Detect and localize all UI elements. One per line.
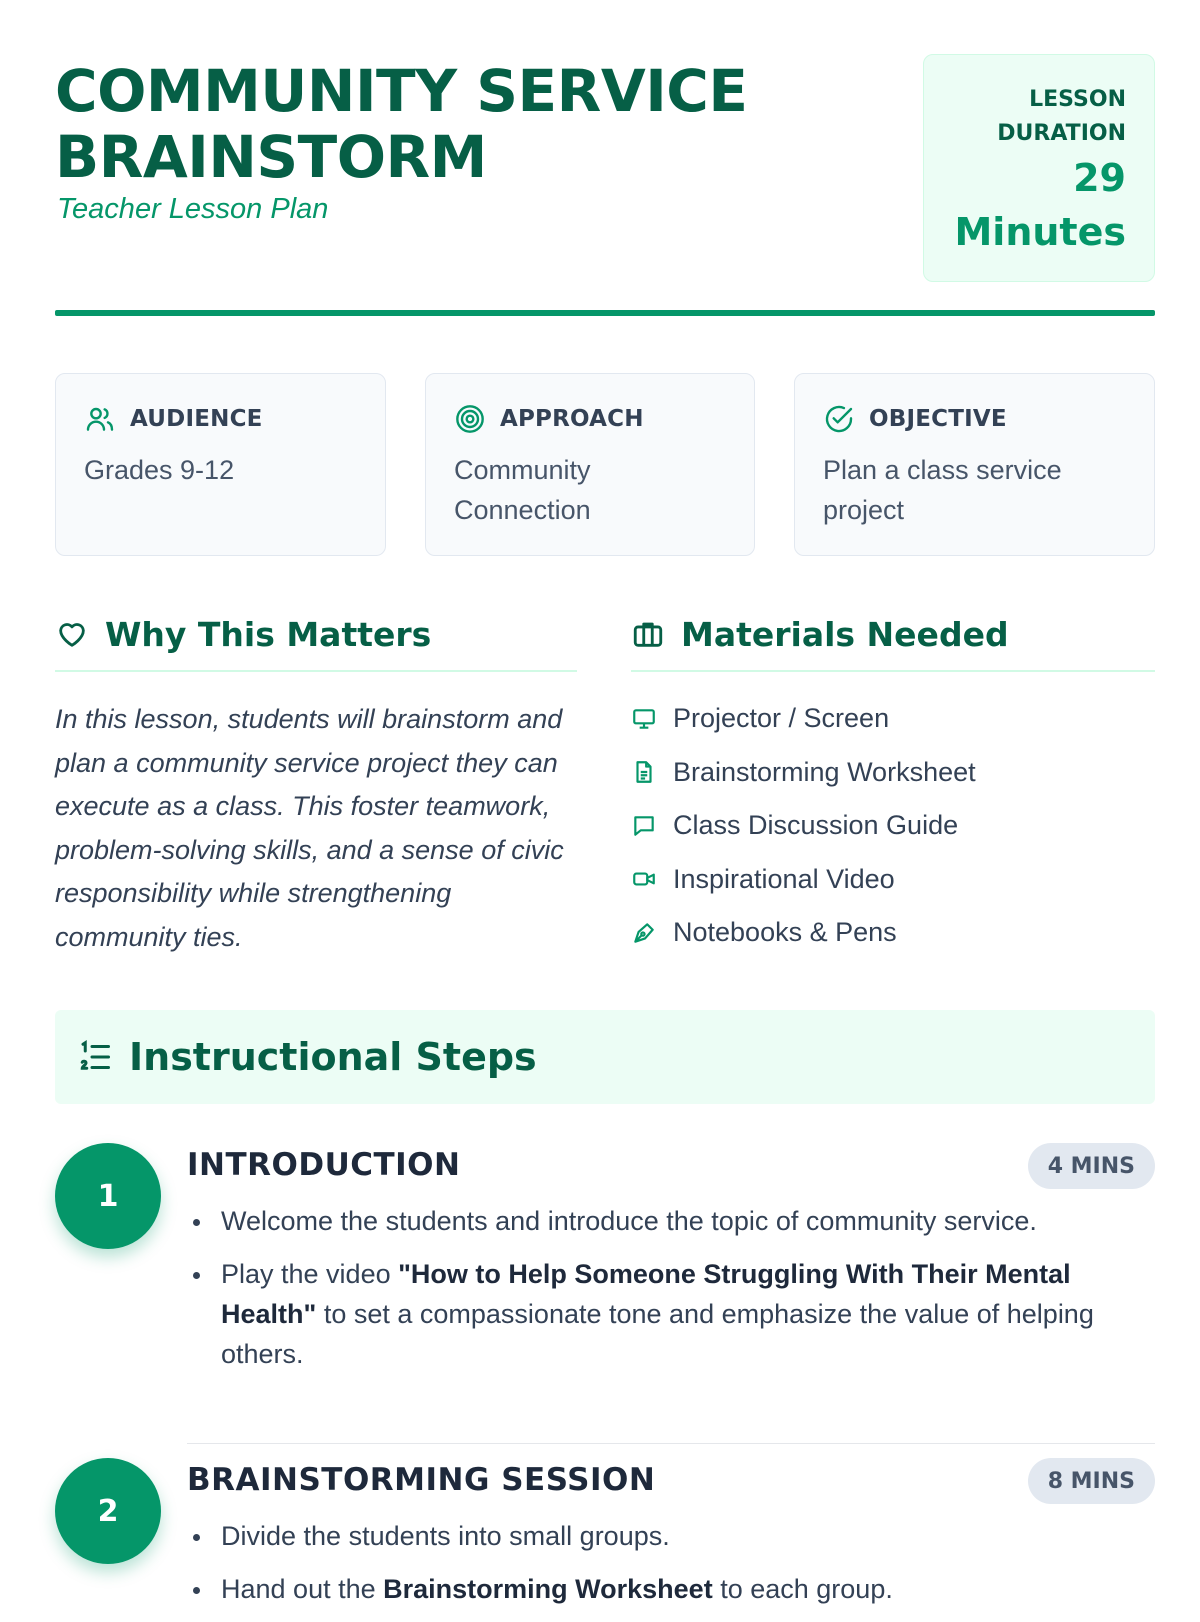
list-item: Play the video "How to Help Someone Struggling With Their Mental Health" to set a compassionate tone and emphasize the value of helping others. — [187, 1254, 1155, 1374]
list-item: Welcome the students and introduce the topic of community service. — [187, 1201, 1155, 1241]
video-icon — [631, 866, 657, 892]
step-duration-badge: 4 MINS — [1028, 1143, 1155, 1189]
step-title: BRAINSTORMING SESSION — [187, 1462, 656, 1498]
monitor-icon — [631, 706, 657, 732]
duration-box — [923, 54, 1155, 282]
materials-title: Materials Needed — [681, 614, 1009, 654]
material-label: Notebooks & Pens — [673, 917, 897, 948]
why-title: Why This Matters — [105, 614, 432, 654]
step-title: INTRODUCTION — [187, 1147, 461, 1183]
steps-banner — [55, 1010, 1155, 1104]
lesson-plan-page — [55, 0, 1155, 1604]
materials-list — [631, 692, 1155, 960]
info-cards — [55, 373, 1155, 556]
video-title: "How to Help Someone Struggling With Their Mental Health" — [221, 1259, 1071, 1329]
lesson-header — [55, 0, 1155, 320]
check-circle-icon — [823, 403, 855, 435]
worksheet-name: Brainstorming Worksheet — [383, 1574, 713, 1604]
header-divider — [55, 310, 1155, 316]
list-item: Hand out the Brainstorming Worksheet to each group. — [187, 1569, 1155, 1609]
objective-title: OBJECTIVE — [869, 406, 1007, 432]
list-item — [631, 692, 1155, 746]
heart-icon — [55, 617, 89, 651]
list-item: Divide the students into small groups. — [187, 1516, 1155, 1556]
material-label: Projector / Screen — [673, 703, 890, 734]
why-section — [55, 608, 577, 959]
why-text: In this lesson, students will brainstorm and plan a community service project they can execute as a class. This foster teamwork, problem-solving skills, and a sense of civic responsibility while strengthening community ties. — [55, 704, 564, 952]
steps-title: Instructional Steps — [129, 1035, 537, 1079]
list-item — [631, 746, 1155, 800]
list-item — [631, 853, 1155, 907]
audience-card — [55, 373, 386, 556]
numbered-list-icon — [77, 1039, 113, 1075]
list-item — [631, 906, 1155, 960]
objective-card — [794, 373, 1155, 556]
materials-section — [631, 608, 1155, 960]
step-number-badge: 1 — [55, 1143, 161, 1249]
step-bullets — [187, 1516, 1155, 1609]
target-icon — [454, 403, 486, 435]
material-label: Brainstorming Worksheet — [673, 756, 976, 787]
material-label: Class Discussion Guide — [673, 810, 959, 841]
step-divider — [187, 1443, 1155, 1444]
approach-card — [425, 373, 755, 556]
list-item — [631, 799, 1155, 853]
material-label: Inspirational Video — [673, 863, 895, 894]
objective-text: Plan a class service project — [823, 455, 1062, 525]
users-icon — [84, 403, 116, 435]
chat-icon — [631, 813, 657, 839]
step-duration-badge: 8 MINS — [1028, 1458, 1155, 1504]
step-bullets — [187, 1201, 1155, 1374]
document-icon — [631, 759, 657, 785]
duration-label: LESSON DURATION — [997, 87, 1126, 146]
approach-text: Community Connection — [454, 455, 591, 525]
lesson-subtitle: Teacher Lesson Plan — [57, 193, 329, 225]
audience-text: Grades 9-12 — [84, 455, 235, 485]
lesson-title: COMMUNITY SERVICE BRAINSTORM — [55, 57, 748, 191]
step-number-badge: 2 — [55, 1458, 161, 1564]
briefcase-icon — [631, 617, 665, 651]
audience-title: AUDIENCE — [130, 406, 263, 432]
pen-icon — [631, 920, 657, 946]
approach-title: APPROACH — [500, 406, 644, 432]
duration-value: 29 Minutes — [954, 156, 1126, 254]
